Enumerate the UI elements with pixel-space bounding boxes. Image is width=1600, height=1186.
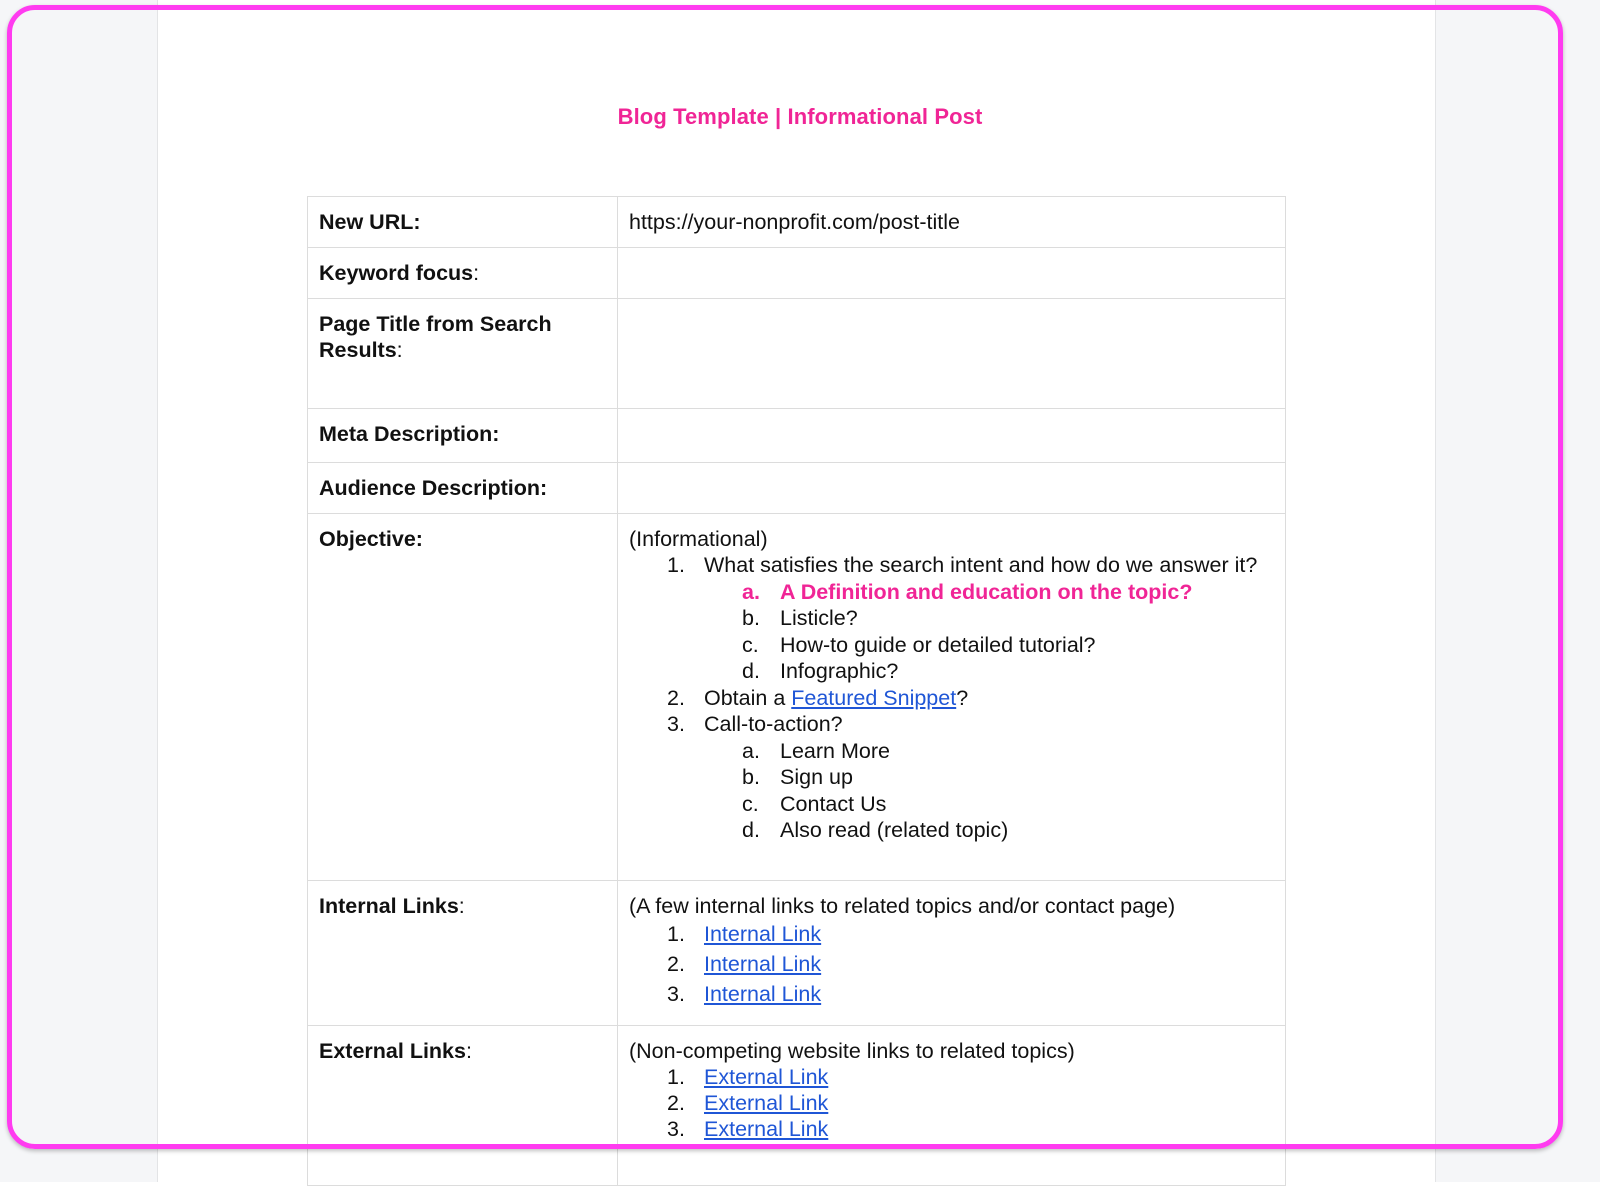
keyword-focus-value[interactable] [618,248,1286,299]
table-row-audience-description [308,463,1286,514]
list-item: 1. What satisfies the search intent and how do we answer it? a. A Definition and education on the topic? b. Listicle? c. How-to guide or detailed tutorial? d. Infographic? [629,552,1274,685]
intent-sublist [704,579,1274,685]
row-label: Objective: [308,514,618,881]
row-label: New URL: [308,197,618,248]
table-row-external-links [308,1026,1286,1186]
new-url-value[interactable]: https://your-nonprofit.com/post-title [618,197,1286,248]
internal-links-value [618,881,1286,1026]
external-link[interactable]: External Link [704,1065,829,1089]
featured-snippet-link[interactable]: Featured Snippet [791,685,957,710]
internal-link[interactable]: Internal Link [704,982,822,1006]
page-title-value[interactable] [618,299,1286,409]
document-title: Blog Template | Informational Post [617,104,983,129]
list-item: b. Sign up [742,765,853,789]
list-item: 3. External Link [667,1117,829,1141]
table-row-new-url [308,197,1286,248]
list-item: c. How-to guide or detailed tutorial? [742,632,1096,657]
table-row-meta-description [308,409,1286,463]
cta-sublist [704,738,1274,844]
list-item: a. Learn More [742,738,890,763]
list-item: 1. External Link [667,1065,829,1089]
external-links-value [618,1026,1286,1186]
external-link[interactable]: External Link [704,1091,829,1115]
objective-intro: (Informational) [629,527,768,551]
row-label: Meta Description: [308,409,618,463]
table-row-keyword-focus [308,248,1286,299]
list-item: d. Also read (related topic) [742,818,1009,842]
audience-description-value[interactable] [618,463,1286,514]
list-item: 3. Call-to-action? a. Learn More b. Sign up c. Contact Us d. Also read (related topic) [629,711,1274,844]
row-label: External Links: [308,1026,618,1186]
list-item: d. Infographic? [742,659,899,683]
internal-links-intro: (A few internal links to related topics and/or contact page) [629,894,1176,918]
template-table [307,196,1286,1186]
list-item: c. Contact Us [742,791,887,816]
row-label: Internal Links: [308,881,618,1026]
list-item: b. Listicle? [742,606,858,630]
external-link[interactable]: External Link [704,1117,829,1141]
list-item: 2. Obtain a Featured Snippet? [667,685,969,710]
table-row-objective [308,514,1286,881]
internal-link[interactable]: Internal Link [704,952,822,976]
row-label: Page Title from Search Results: [308,299,618,409]
list-item: 1. Internal Link [667,922,822,946]
internal-links-list [629,919,1274,1009]
row-label: Audience Description: [308,463,618,514]
external-links-list [629,1064,1274,1142]
meta-description-value[interactable] [618,409,1286,463]
internal-link[interactable]: Internal Link [704,922,822,946]
list-item-highlighted: a. A Definition and education on the topic? [742,579,1193,604]
table-row-page-title [308,299,1286,409]
list-item: 2. Internal Link [667,952,822,976]
list-item: 3. Internal Link [667,982,822,1006]
objective-list [629,552,1274,844]
list-item: 2. External Link [667,1091,829,1115]
table-row-internal-links [308,881,1286,1026]
row-label: Keyword focus: [308,248,618,299]
objective-value [618,514,1286,881]
external-links-intro: (Non-competing website links to related topics) [629,1039,1075,1063]
